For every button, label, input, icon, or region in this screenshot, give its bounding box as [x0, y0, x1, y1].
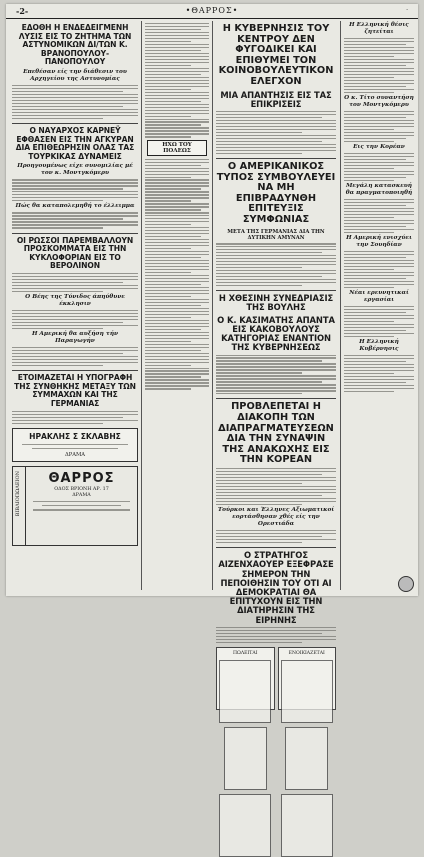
column-rule	[141, 21, 142, 590]
masthead-mark: ·	[406, 7, 408, 14]
headline-american-press: Ο ΑΜΕΡΙΚΑΝΙΚΟΣ ΤΥΠΟΣ ΣΥΜΒΟΥΛΕΥΕΙ ΝΑ ΜΗ ΕΠΙΒΡΑΔΥΝΘΗ ΕΠΙΤΕΥΞΙΣ ΣΥΜΦΩΝΙΑΣ	[216, 160, 336, 225]
headline-treaty-germany: ΕΤΟΙΜΑΖΕΤΑΙ Η ΥΠΟΓΡΑΦΗ ΤΗΣ ΣΥΝΘΗΚΗΣ ΜΕΤΑΞΥ ΤΩΝ ΣΥΜΜΑΧΩΝ ΚΑΙ ΤΗΣ ΓΕΡΜΑΝΙΑΣ	[14, 373, 136, 408]
city-echo-box-label: ΗΧΩ ΤΟΥ ΠΟΛΕΩΣ	[147, 140, 207, 156]
article-text	[344, 306, 414, 337]
subheadline-research: Νέαι ερευνητικαί εργασίαι	[349, 290, 409, 303]
newspaper-page	[6, 4, 418, 656]
newspaper-name: •ΘΑΡΡΟΣ•	[185, 6, 239, 15]
subheadline-montgomery: Προηγουμένως είχε συνομιλίας μέ τον κ. Μοντγκόμερυ	[17, 163, 133, 177]
subheadline-deficit: Πώς θα καταπολεμηθή το έλλειμμα	[15, 203, 135, 210]
divider	[216, 398, 336, 399]
subheadline-greek-government: Η Ελληνική Κυβέρνησις	[359, 339, 399, 353]
advertisement-sklavis	[12, 428, 138, 462]
subheadline-police: Επεθέσαν είς την διάθεσιν του Αρχηγείου της Αστυνομίας	[23, 68, 127, 82]
subheadline-western-defence: ΜΕΤΑ ΤΗΣ ΓΕΡΜΑΝΙΑΣ ΔΙΑ ΤΗΝ ΔΥΤΙΚΗΝ ΑΜΥΝΑΝ	[227, 228, 325, 241]
article-text	[12, 411, 138, 424]
article-text	[344, 111, 414, 142]
article-text	[216, 468, 336, 505]
subheadline-reply-criticism: ΜΙΑ ΑΠΑΝΤΗΣΙΣ ΕΙΣ ΤΑΣ ΕΠΙΚΡΙΣΕΙΣ	[220, 89, 332, 109]
column-rule	[340, 21, 341, 590]
divider	[216, 158, 336, 159]
headline-parliament-session: Η ΧΘΕΣΙΝΗ ΣΥΝΕΔΡΙΑΣΙΣ ΤΗΣ ΒΟΥΛΗΣ	[218, 293, 334, 313]
subheadline-america-sweden: Η Αμερική ενισχύει την Σουηδίαν	[346, 235, 412, 248]
article-text	[216, 111, 336, 154]
archive-stamp	[398, 576, 414, 592]
headline-eisenhower: Ο ΣΤΡΑΤΗΓΟΣ ΑΙΖΕΝΧΑΟΥΕΡ ΕΞΕΦΡΑΣΕ ΣΗΜΕΡΟΝ ΤΗΝ ΠΕΠΟΙΘΗΣΙΝ ΤΟΥ ΟΤΙ ΑΙ ΔΕΜΟΚΡΑΤΙΑΙ ΘΑ ΕΠΙΤΥΧΟΥΝ ΕΙΣ ΤΗΝ ΔΙΑΤΗΡΗΣΙΝ ΤΗΣ ΕΙΡΗΝΗΣ	[218, 550, 334, 625]
article-text	[12, 273, 138, 292]
article-text	[145, 159, 209, 390]
ad-address: ΟΔΟΣ ΒΡΙΟΝΗ ΑΡ. 17	[54, 487, 109, 493]
divider	[12, 233, 138, 234]
headline-russians-berlin: ΟΙ ΡΩΣΣΟΙ ΠΑΡΕΜΒΑΛΛΟΥΝ ΠΡΟΣΚΟΜΜΑΤΑ ΕΙΣ ΤΗΝ ΚΥΚΛΟΦΟΡΙΑΝ ΕΙΣ ΤΟ ΒΕΡΟΛΙΝΟΝ	[16, 235, 134, 271]
article-text	[12, 212, 138, 228]
divider	[12, 123, 138, 124]
column-4	[344, 21, 414, 592]
subheadline-america-production: Η Αμερική θα αυξήση τήν Παραγωγήν	[31, 331, 119, 345]
divider	[216, 547, 336, 548]
column-1	[12, 21, 138, 592]
article-text	[344, 355, 414, 392]
article-text	[145, 23, 209, 138]
subheadline-construction: Μεγάλη κατασκευή θα πραγματοποιηθή	[345, 182, 413, 196]
article-text	[12, 310, 138, 329]
advertisement-tharros-bookshop	[12, 466, 138, 546]
ad-title: ΗΡΑΚΛΗΣ Σ ΣΚΛΑΒΗΣ	[29, 431, 121, 441]
article-text	[344, 199, 414, 233]
subheadline-orestiada: Τούρκοι και Έλληνες Αξιωματικοί εορτάσθησαν χθές είς την Ορεστιάδα	[217, 507, 335, 528]
column-rule	[212, 21, 213, 590]
article-text	[12, 347, 138, 366]
subheadline-bey-tunis: Ο Βέης της Τύνιδος άπηύθυνε έκκλησιν	[25, 294, 125, 308]
article-text	[344, 38, 414, 93]
article-text	[344, 153, 414, 181]
article-text	[216, 530, 336, 543]
headline-korea-truce: ΠΡΟΒΛΕΠΕΤΑΙ Η ΔΙΑΚΟΠΗ ΤΩΝ ΔΙΑΠΡΑΓΜΑΤΕΥΣΕΩΝ ΔΙΑ ΤΗΝ ΣΥΝΑΨΙΝ ΤΗΣ ΑΝΑΚΩΧΗΣ ΕΙΣ ΤΗΝ ΚΟΡΕΑΝ	[218, 401, 334, 466]
subheadline-greek-position: Η Ελληνική θέσις ζητείται	[349, 22, 409, 35]
headline-centre-government: Η ΚΥΒΕΡΝΗΣΙΣ ΤΟΥ ΚΕΝΤΡΟΥ ΔΕΝ ΦΥΓΟΔΙΚΕΙ ΚΑΙ ΕΠΙΘΥΜΕΙ ΤΟΝ ΚΟΙΝΟΒΟΥΛΕΥΤΙΚΟΝ ΕΛΕΓΧΟΝ	[218, 23, 334, 87]
column-3	[216, 21, 336, 656]
headline-police-directors: ΕΔΟΘΗ Η ΕΝΔΕΔΕΙΓΜΕΝΗ ΛΥΣΙΣ ΕΙΣ ΤΟ ΖΗΤΗΜΑ ΤΩΝ ΑΣΤΥΝΟΜΙΚΩΝ ΔΙ/ΤΩΝ Κ. ΒΡΑΝΟΠΟΥΛΟΥ-ΠΑΝΟΠΟΥΛΟΥ	[18, 23, 132, 67]
ad-city: ΔΡΑΜΑ	[72, 493, 91, 499]
small-ad: ΠΩΛΕΙΤΑΙ	[216, 647, 275, 710]
masthead	[6, 4, 418, 19]
article-text	[12, 85, 138, 119]
article-text	[344, 251, 414, 288]
subheadline-tito-montgomery: Ο κ. Τίτο συναντήση τον Μοντγκόμερυ	[344, 94, 414, 108]
article-text	[216, 243, 336, 286]
subheadline-korea: Εις την Κορέαν	[353, 143, 405, 150]
headline-admiral-carney: Ο ΝΑΥΑΡΧΟΣ ΚΑΡΝΕΫ ΕΦΘΑΣΕΝ ΕΙΣ ΤΗΝ ΑΓΚΥΡΑΝ ΔΙΑ ΕΠΙΘΕΩΡΗΣΙΝ ΟΛΑΣ ΤΑΣ ΤΟΥΡΚΙΚΑΣ ΔΥΝΑΜΕΙΣ	[15, 125, 135, 161]
article-text	[12, 179, 138, 201]
small-ad: ΕΝΟΙΚΙΑΖΕΤΑΙ	[278, 647, 337, 710]
column-2	[145, 21, 209, 592]
ad-brand: ΘΑΡΡΟΣ	[48, 471, 115, 487]
article-text	[216, 355, 336, 395]
divider	[12, 370, 138, 371]
ad-city: ΔΡΑΜΑ	[64, 452, 86, 459]
page-number: -2-	[16, 6, 29, 16]
small-ads	[216, 647, 336, 710]
headline-kasimatis: Ο Κ. ΚΑΣΙΜΑΤΗΣ ΑΠΑΝΤΑ ΕΙΣ ΚΑΚΟΒΟΥΛΟΥΣ ΚΑΤΗΓΟΡΙΑΣ ΕΝΑΝΤΙΟΝ ΤΗΣ ΚΥΒΕΡΝΗΣΕΩΣ	[217, 314, 335, 353]
ad-side-label: ΒΙΒΛΙΟΠΩΛΕΙΟΝ	[13, 467, 26, 545]
divider	[216, 290, 336, 291]
article-text	[216, 627, 336, 643]
